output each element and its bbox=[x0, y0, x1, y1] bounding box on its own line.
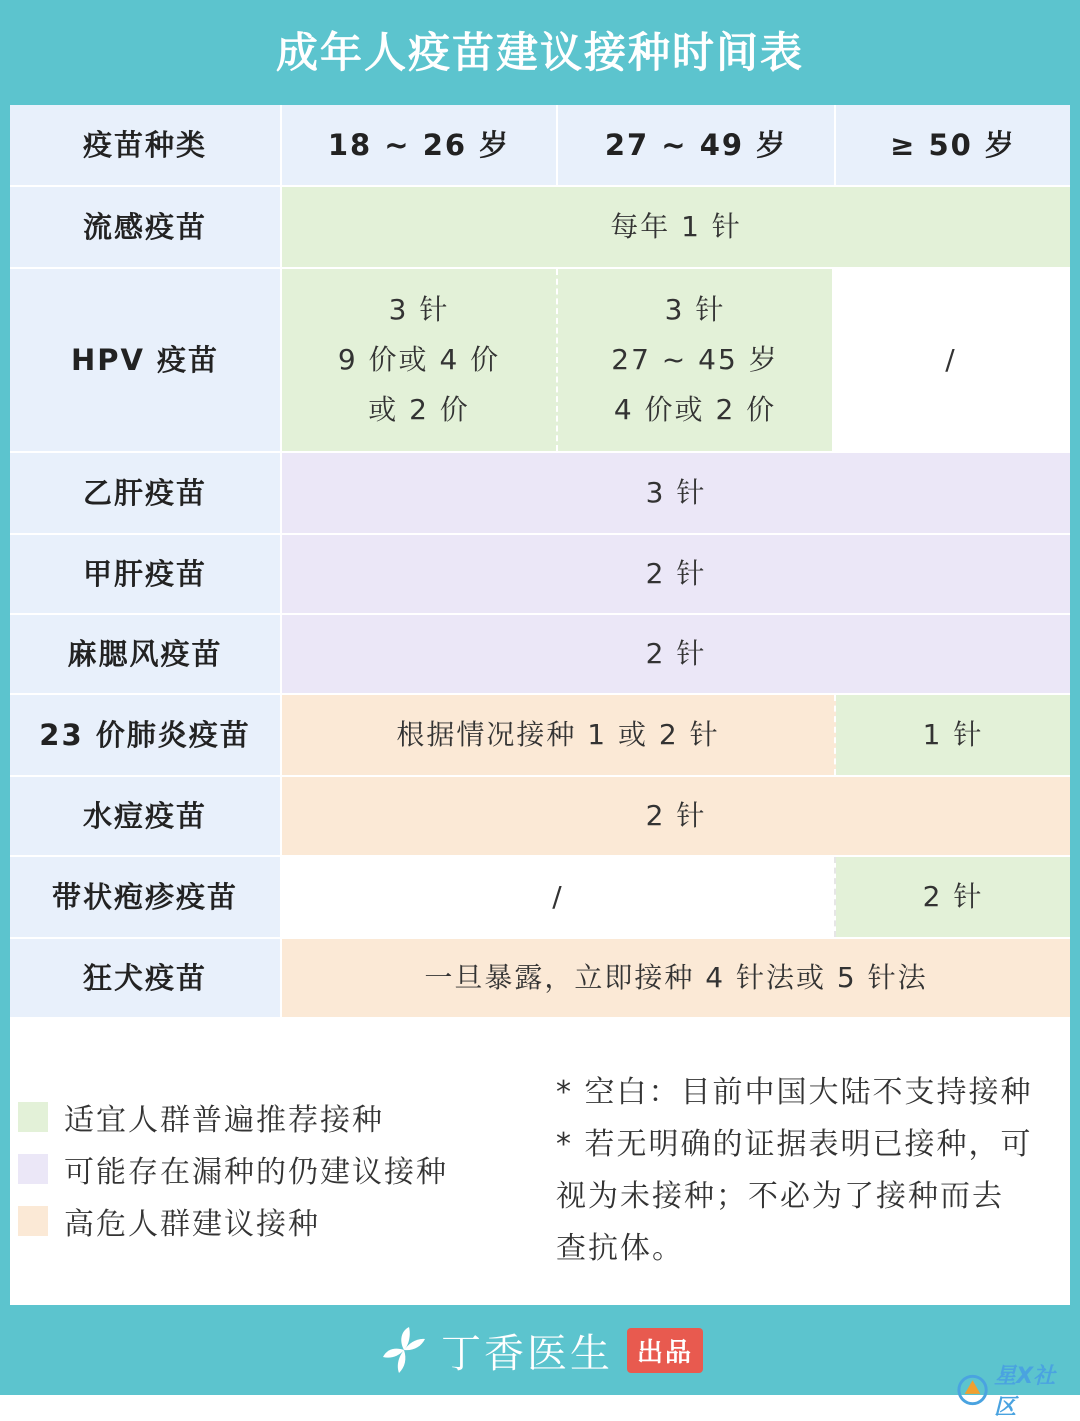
hpv-18-26-line-2: 9 价或 4 价 bbox=[337, 343, 501, 376]
cell-pneumococcal-50-plus: 1 针 bbox=[836, 695, 1070, 775]
legend-label-recommended: 适宜人群普遍推荐接种 bbox=[64, 1103, 384, 1138]
cell-hpv-27-49 bbox=[558, 269, 832, 451]
cell-mmr-all: 2 针 bbox=[282, 615, 1070, 693]
brand-logo bbox=[377, 1322, 703, 1379]
content-panel bbox=[10, 105, 1070, 1305]
title-bar bbox=[0, 0, 1080, 105]
cell-flu-all: 每年 1 针 bbox=[282, 187, 1070, 267]
watermark-text: 星X社区 bbox=[994, 1364, 1056, 1420]
watermark-logo-icon bbox=[955, 1372, 990, 1408]
hpv-18-26-line-3: 或 2 价 bbox=[368, 393, 470, 426]
header-vaccine-type: 疫苗种类 bbox=[10, 105, 280, 185]
note-line-2: * 若无明确的证据表明已接种，可 bbox=[556, 1127, 1033, 1162]
cell-pneumococcal-18-49: 根据情况接种 1 或 2 针 bbox=[282, 695, 836, 775]
hpv-27-49-line-3: 4 价或 2 价 bbox=[613, 393, 777, 426]
legend-section bbox=[10, 1017, 1070, 1305]
row-name-mmr: 麻腮风疫苗 bbox=[10, 615, 280, 693]
row-name-rabies: 狂犬疫苗 bbox=[10, 939, 280, 1017]
row-name-pneumococcal: 23 价肺炎疫苗 bbox=[10, 695, 280, 775]
footer bbox=[0, 1305, 1080, 1395]
row-name-hepb: 乙肝疫苗 bbox=[10, 453, 280, 533]
cell-zoster-18-49: / bbox=[282, 857, 836, 937]
brand-badge: 出品 bbox=[627, 1328, 703, 1373]
note-line-3: 视为未接种；不必为了接种而去 bbox=[556, 1179, 1004, 1214]
brand-name: 丁香医生 bbox=[440, 1330, 613, 1377]
legend-item-recommended bbox=[18, 1095, 384, 1139]
cell-rabies-all: 一旦暴露，立即接种 4 针法或 5 针法 bbox=[282, 939, 1070, 1017]
clove-leaf-icon bbox=[377, 1323, 431, 1377]
hpv-18-26-line-1: 3 针 bbox=[388, 293, 450, 326]
header-age-18-26: 18 ~ 26 岁 bbox=[282, 105, 556, 185]
footnotes bbox=[556, 1067, 1056, 1275]
row-name-flu: 流感疫苗 bbox=[10, 187, 280, 267]
legend-swatch-green bbox=[18, 1102, 48, 1132]
row-name-zoster: 带状疱疹疫苗 bbox=[10, 857, 280, 937]
row-name-hepa: 甲肝疫苗 bbox=[10, 535, 280, 613]
legend-label-catchup: 可能存在漏种的仍建议接种 bbox=[64, 1155, 448, 1190]
cell-hpv-50-plus: / bbox=[832, 269, 1070, 451]
note-line-4: 查抗体。 bbox=[556, 1231, 684, 1266]
row-name-varicella: 水痘疫苗 bbox=[10, 777, 280, 855]
row-name-hpv: HPV 疫苗 bbox=[10, 269, 280, 451]
legend-label-high-risk: 高危人群建议接种 bbox=[64, 1207, 320, 1242]
legend-item-high-risk bbox=[18, 1199, 320, 1243]
hpv-27-49-line-1: 3 针 bbox=[664, 293, 726, 326]
cell-hepb-all: 3 针 bbox=[282, 453, 1070, 533]
legend-swatch-orange bbox=[18, 1206, 48, 1236]
cell-zoster-50-plus: 2 针 bbox=[836, 857, 1070, 937]
cell-varicella-all: 2 针 bbox=[282, 777, 1070, 855]
watermark bbox=[955, 1362, 1075, 1418]
hpv-27-49-line-2: 27 ~ 45 岁 bbox=[611, 343, 779, 376]
page-title: 成年人疫苗建议接种时间表 bbox=[275, 27, 804, 77]
vaccine-table bbox=[10, 105, 1070, 1017]
note-line-1: * 空白：目前中国大陆不支持接种 bbox=[556, 1075, 1033, 1110]
cell-hepa-all: 2 针 bbox=[282, 535, 1070, 613]
legend-swatch-purple bbox=[18, 1154, 48, 1184]
cell-hpv-18-26 bbox=[282, 269, 558, 451]
header-age-50-plus: ≥ 50 岁 bbox=[836, 105, 1070, 185]
legend-item-catchup bbox=[18, 1147, 448, 1191]
header-age-27-49: 27 ~ 49 岁 bbox=[558, 105, 834, 185]
